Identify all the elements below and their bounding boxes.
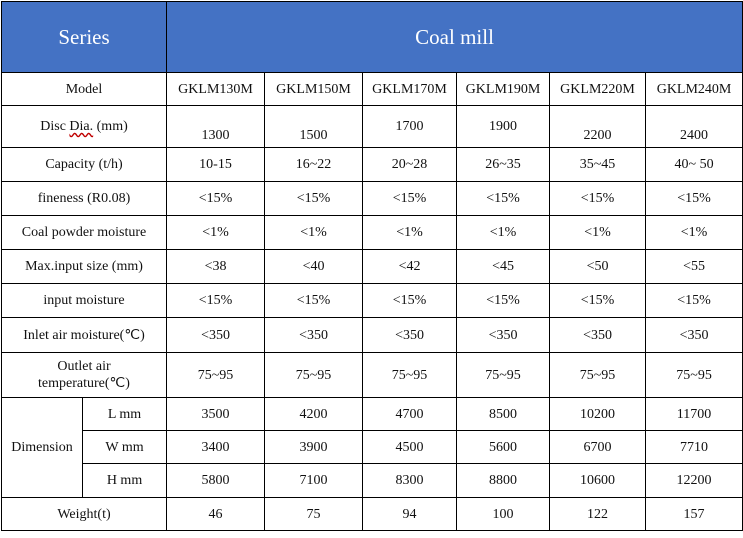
value-cell: <350 — [167, 318, 265, 353]
row-label: Inlet air moisture(℃) — [2, 318, 167, 353]
value-cell: <1% — [550, 216, 646, 250]
disc-dia-cell: 1300 — [167, 106, 265, 148]
value-cell: 10200 — [550, 398, 646, 431]
row-label: Capacity (t/h) — [2, 148, 167, 182]
value-cell: 8800 — [457, 464, 550, 498]
header-row — [2, 2, 743, 73]
value-cell: 26~35 — [457, 148, 550, 182]
value-cell: <1% — [646, 216, 743, 250]
value-cell: <350 — [646, 318, 743, 353]
value-cell: <1% — [167, 216, 265, 250]
coal-powder-moisture-row — [2, 216, 743, 250]
disc-dia-cell: 2200 — [550, 106, 646, 148]
value-cell: 5800 — [167, 464, 265, 498]
value-cell: <45 — [457, 250, 550, 284]
max-input-size-row — [2, 250, 743, 284]
outlet-air-label — [2, 353, 167, 398]
disc-label-dia: Dia. — [69, 119, 94, 134]
dimension-row-l — [2, 398, 743, 431]
coal-mill-header: Coal mill — [167, 2, 743, 73]
value-cell: <15% — [363, 284, 457, 318]
value-cell: 3500 — [167, 398, 265, 431]
value-cell: 6700 — [550, 431, 646, 464]
disc-dia-cell: 2400 — [646, 106, 743, 148]
capacity-row — [2, 148, 743, 182]
model-cell: GKLM130M — [167, 73, 265, 106]
outlet-label-line2: temperature(℃) — [38, 376, 130, 391]
value-cell: <350 — [457, 318, 550, 353]
value-cell: 10600 — [550, 464, 646, 498]
outlet-air-row — [2, 353, 743, 398]
model-cell: GKLM150M — [265, 73, 363, 106]
row-label: Coal powder moisture — [2, 216, 167, 250]
dimension-row-w — [2, 431, 743, 464]
disc-label-unit: (mm) — [96, 119, 128, 134]
value-cell: 20~28 — [363, 148, 457, 182]
value-cell: 75~95 — [265, 353, 363, 398]
value-cell: 5600 — [457, 431, 550, 464]
disc-dia-cell: 1700 — [363, 106, 457, 148]
value-cell: <15% — [457, 284, 550, 318]
dimension-sub-label: L mm — [83, 398, 167, 431]
disc-dia-cell: 1900 — [457, 106, 550, 148]
value-cell: 75~95 — [363, 353, 457, 398]
value-cell: 12200 — [646, 464, 743, 498]
value-cell: <1% — [265, 216, 363, 250]
value-cell: <55 — [646, 250, 743, 284]
value-cell: 46 — [167, 498, 265, 531]
value-cell: <350 — [265, 318, 363, 353]
model-label: Model — [2, 73, 167, 106]
value-cell: <15% — [550, 182, 646, 216]
inlet-air-row — [2, 318, 743, 353]
value-cell: <15% — [265, 284, 363, 318]
disc-label-main: Disc — [40, 119, 66, 134]
value-cell: <15% — [363, 182, 457, 216]
dimension-sub-label: W mm — [83, 431, 167, 464]
weight-row — [2, 498, 743, 531]
fineness-row — [2, 182, 743, 216]
value-cell: 4500 — [363, 431, 457, 464]
value-cell: <15% — [167, 182, 265, 216]
value-cell: 8300 — [363, 464, 457, 498]
value-cell: <42 — [363, 250, 457, 284]
value-cell: 10-15 — [167, 148, 265, 182]
value-cell: 3900 — [265, 431, 363, 464]
value-cell: <15% — [457, 182, 550, 216]
value-cell: <40 — [265, 250, 363, 284]
disc-dia-row — [2, 106, 743, 148]
value-cell: 4200 — [265, 398, 363, 431]
dimension-sub-label: H mm — [83, 464, 167, 498]
value-cell: 122 — [550, 498, 646, 531]
value-cell: <15% — [550, 284, 646, 318]
value-cell: <15% — [167, 284, 265, 318]
value-cell: 100 — [457, 498, 550, 531]
disc-dia-cell: 1500 — [265, 106, 363, 148]
value-cell: 75~95 — [167, 353, 265, 398]
value-cell: 16~22 — [265, 148, 363, 182]
value-cell: 75~95 — [457, 353, 550, 398]
series-header: Series — [2, 2, 167, 73]
model-cell: GKLM170M — [363, 73, 457, 106]
value-cell: 8500 — [457, 398, 550, 431]
value-cell: 7100 — [265, 464, 363, 498]
value-cell: 7710 — [646, 431, 743, 464]
value-cell: <15% — [265, 182, 363, 216]
row-label: input moisture — [2, 284, 167, 318]
value-cell: <350 — [363, 318, 457, 353]
value-cell: 75~95 — [550, 353, 646, 398]
row-label: fineness (R0.08) — [2, 182, 167, 216]
value-cell: 75 — [265, 498, 363, 531]
value-cell: 94 — [363, 498, 457, 531]
model-cell: GKLM190M — [457, 73, 550, 106]
value-cell: <1% — [363, 216, 457, 250]
value-cell: 75~95 — [646, 353, 743, 398]
value-cell: 40~ 50 — [646, 148, 743, 182]
value-cell: 3400 — [167, 431, 265, 464]
value-cell: <1% — [457, 216, 550, 250]
disc-dia-label — [2, 106, 167, 148]
model-cell: GKLM220M — [550, 73, 646, 106]
value-cell: 157 — [646, 498, 743, 531]
value-cell: 11700 — [646, 398, 743, 431]
value-cell: <15% — [646, 284, 743, 318]
model-cell: GKLM240M — [646, 73, 743, 106]
value-cell: <50 — [550, 250, 646, 284]
value-cell: 35~45 — [550, 148, 646, 182]
coal-mill-spec-table — [1, 1, 743, 531]
dimension-label: Dimension — [2, 398, 83, 498]
input-moisture-row — [2, 284, 743, 318]
outlet-label-line1: Outlet air — [57, 359, 111, 374]
value-cell: <350 — [550, 318, 646, 353]
row-label: Max.input size (mm) — [2, 250, 167, 284]
dimension-row-h — [2, 464, 743, 498]
model-row — [2, 73, 743, 106]
value-cell: 4700 — [363, 398, 457, 431]
row-label: Weight(t) — [2, 498, 167, 531]
value-cell: <38 — [167, 250, 265, 284]
value-cell: <15% — [646, 182, 743, 216]
